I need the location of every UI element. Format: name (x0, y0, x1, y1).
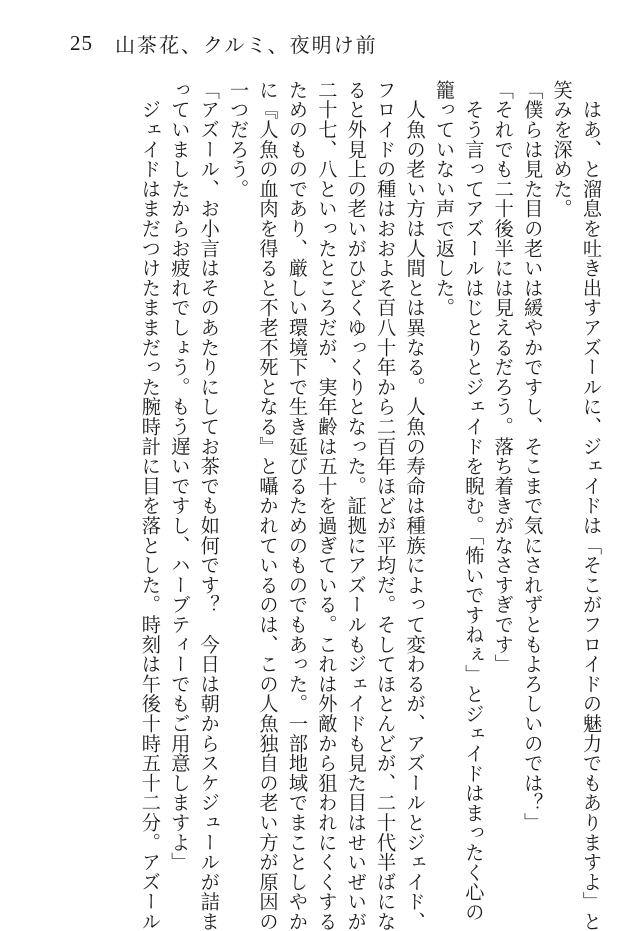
text-line: 二十七、八といったところだが、実年齢は五十を過ぎている。これは外敵から狙われにくくする (315, 80, 339, 931)
text-line: 笑みを深めた。 (550, 80, 574, 219)
text-line: ジェイドはまだつけたままだった腕時計に目を落とした。時刻は午後十時五十二分。アズール (138, 80, 162, 931)
text-line: 人魚の老い方は人間とは異なる。人魚の寿命は種族によって変わるが、アズールとジェイド、 (403, 80, 427, 931)
text-line: フロイドの種はおおよそ百八十年から二百年ほどが平均だ。そしてほとんどが、二十代半ばにな (374, 80, 398, 931)
text-line: 「僕らは見た目の老いは緩やかですし、そこまで気にされずともよろしいのでは？」 (521, 80, 545, 833)
text-line: そう言ってアズールはじとりとジェイドを睨む。「怖いですねぇ」とジェイドはまったく心の (462, 80, 486, 922)
text-line: 籠っていない声で返した。 (432, 80, 456, 318)
text-line: はあ、と溜息を吐き出すアズールに、ジェイドは「そこがフロイドの魅力でもありますよ」と (580, 80, 603, 931)
text-line: に『人魚の血肉を得ると不老不死となる』と囁かれているのは、この人魚独自の老い方が原因の (256, 80, 280, 931)
text-line: 「アズール、お小言はそのあたりにしてお茶でも如何です？ 今日は朝からスケジュールが詰ま (197, 80, 221, 931)
text-line: 「それでも二十後半には見えるだろう。落ち着きがなさすぎです」 (491, 80, 515, 674)
text-line: っていましたからお疲れでしょう。もう遅いですし、ハーブティーでもご用意しますよ」 (168, 80, 192, 872)
text-line: ると外見上の老いがひどくゆっくりとなった。証拠にアズールもジェイドも見た目はせいぜいが (344, 80, 368, 931)
vertical-body-text (16, 80, 606, 931)
running-header (70, 28, 378, 58)
page-number: 25 (70, 30, 93, 55)
text-line: ためのものであり、厳しい環境下で生き延びるためのものでもあった。一部地域でまことしやか (285, 80, 309, 931)
chapter-title: 山茶花、クルミ、夜明け前 (115, 32, 378, 57)
text-line: 一つだろう。 (227, 80, 251, 199)
